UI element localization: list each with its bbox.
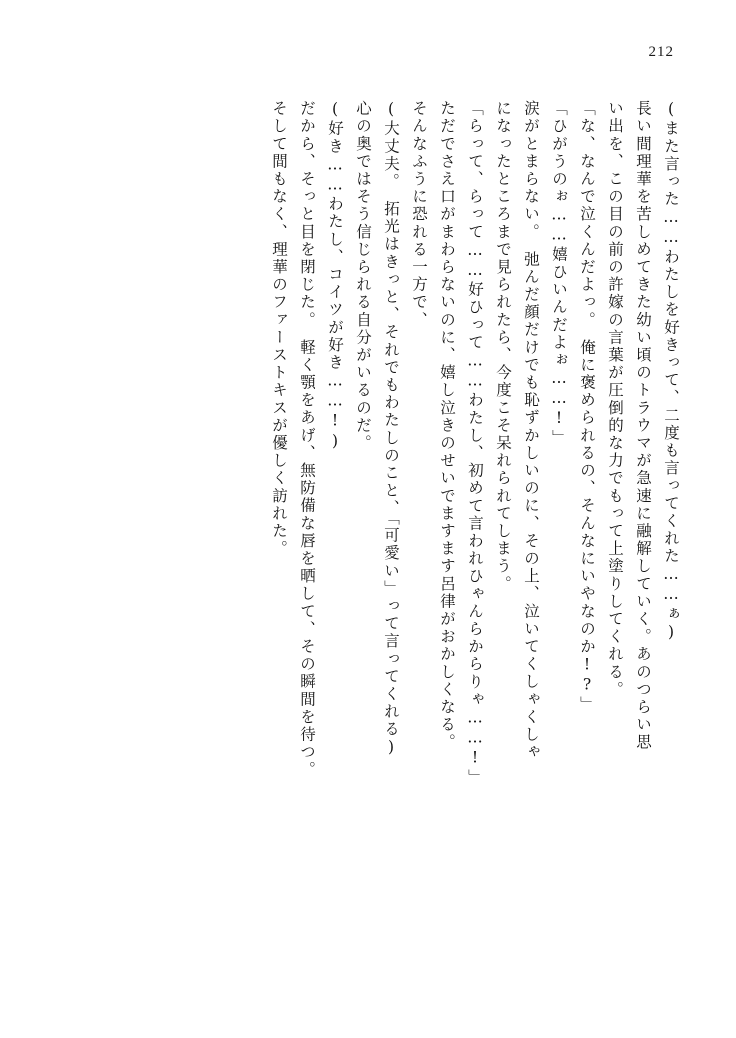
text-line: そして間もなく、理華のファーストキスが優しく訪れた。 bbox=[270, 100, 288, 558]
text-line: になったところまで見られたら、今度こそ呆れられてしまう。 bbox=[494, 100, 512, 593]
text-line: (好き……わたし、コイツが好き……!) bbox=[326, 100, 344, 452]
text-line: だから、そっと目を閉じた。 軽く顎をあげ、無防備な唇を晒して、その瞬間を待つ。 bbox=[298, 100, 316, 779]
page-number: 212 bbox=[648, 44, 674, 60]
text-line: 心の奥ではそう信じられる自分がいるのだ。 bbox=[354, 100, 372, 452]
text-line: 涙がとまらない。 弛んだ顔だけでも恥ずかしいのに、その上、泣いてくしゃくしゃ bbox=[522, 100, 540, 762]
text-line: い出を、この目の前の許嫁の言葉が圧倒的な力でもって上塗りしてくれる。 bbox=[606, 100, 624, 699]
text-line: そんなふうに恐れる一方で、 bbox=[410, 100, 428, 329]
text-line: 「な、なんで泣くんだよっ。 俺に褒められるの、そんなにいやなのか!?」 bbox=[578, 100, 596, 714]
text-line: (大丈夫。 拓光はきっと、それでもわたしのこと、「可愛い」って言ってくれる) bbox=[382, 100, 400, 759]
text-line: ただでさえ口がまわらないのに、嬉し泣きのせいでますます呂律がおかしくなる。 bbox=[438, 100, 456, 752]
vertical-text-body bbox=[58, 100, 678, 978]
text-line: 「ひがうのぉ……嬉ひいんだよぉ……!」 bbox=[550, 100, 568, 447]
text-line: (また言った……わたしを好きって、二度も言ってくれた……ぁ) bbox=[662, 100, 680, 643]
text-line: 長い間理華を苦しめてきた幼い頃のトラウマが急速に融解していく。あのつらい思 bbox=[634, 100, 652, 752]
text-line: 「らって、らって……好ひって……わたし、初めて言われひゃんらからりゃ……!」 bbox=[466, 100, 484, 787]
